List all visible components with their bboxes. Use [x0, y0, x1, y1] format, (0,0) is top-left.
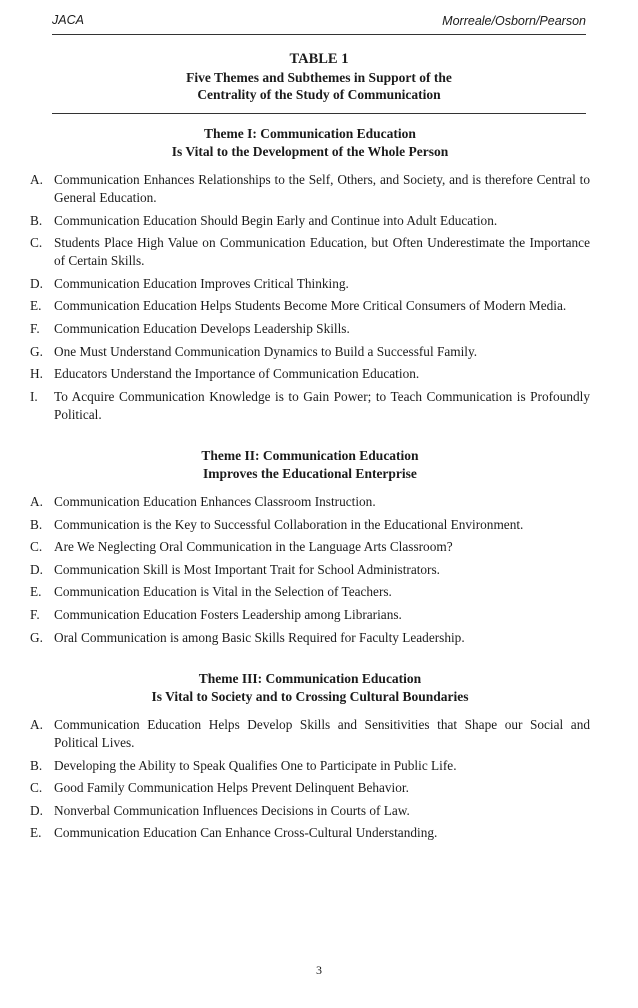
theme-heading — [30, 447, 590, 483]
subtheme-letter: A. — [30, 494, 43, 509]
table-number: TABLE 1 — [289, 51, 349, 67]
subtheme-item — [30, 538, 590, 556]
theme-heading-line-1: Theme III: Communication Education — [198, 671, 422, 686]
subtheme-item — [30, 757, 590, 775]
subtheme-item — [30, 629, 590, 647]
subtheme-text: Communication Enhances Relationships to the Self, Others, and Society, and is therefore Central to General Education. — [54, 172, 590, 205]
subtheme-list — [30, 716, 590, 842]
subtheme-item — [30, 824, 590, 842]
running-header — [52, 10, 586, 35]
subtheme-letter: B. — [30, 757, 43, 773]
theme-2-section — [30, 447, 590, 651]
subtheme-letter: A. — [30, 172, 43, 187]
subtheme-letter: E. — [30, 298, 42, 314]
subtheme-item — [30, 343, 590, 361]
subtheme-list — [30, 171, 590, 424]
subtheme-letter: D. — [30, 802, 43, 818]
subtheme-item — [30, 388, 590, 424]
subtheme-text: One Must Understand Communication Dynamics to Build a Successful Family. — [54, 343, 478, 359]
subtheme-text: Communication Education Improves Critical Thinking. — [54, 275, 349, 291]
subtheme-item — [30, 275, 590, 293]
subtheme-item — [30, 297, 590, 315]
table-title — [52, 51, 586, 104]
subtheme-letter: C. — [30, 780, 43, 796]
theme-heading-line-2: Is Vital to Society and to Crossing Cultural Boundaries — [151, 689, 469, 704]
subtheme-letter: D. — [30, 275, 43, 291]
authors-running-head: Morreale/Osborn/Pearson — [442, 14, 586, 28]
subtheme-item — [30, 171, 590, 207]
subtheme-item — [30, 320, 590, 338]
subtheme-item — [30, 516, 590, 534]
table-caption-line-1: Five Themes and Subthemes in Support of the — [186, 69, 452, 85]
subtheme-item — [30, 606, 590, 624]
title-rule — [52, 113, 586, 114]
subtheme-letter: D. — [30, 561, 43, 577]
subtheme-text: Communication Education Helps Develop Skills and Sensitivities that Shape our Social and Political Lives. — [54, 717, 590, 750]
theme-heading-line-2: Improves the Educational Enterprise — [203, 466, 417, 481]
subtheme-text: Developing the Ability to Speak Qualifies One to Participate in Public Life. — [54, 757, 457, 773]
subtheme-text: Good Family Communication Helps Prevent Delinquent Behavior. — [54, 780, 409, 796]
subtheme-letter: G. — [30, 343, 43, 359]
subtheme-text: Communication Education Helps Students Become More Critical Consumers of Modern Media. — [54, 298, 567, 314]
subtheme-item — [30, 234, 590, 270]
subtheme-text: To Acquire Communication Knowledge is to Gain Power; to Teach Communication is Profoundly Political. — [54, 388, 590, 422]
subtheme-letter: C. — [30, 539, 43, 555]
subtheme-text: Communication Education Fosters Leadership among Librarians. — [54, 606, 402, 622]
theme-heading — [30, 125, 590, 161]
table-caption-block — [52, 51, 586, 114]
subtheme-text: Communication Education Can Enhance Cross-Cultural Understanding. — [54, 825, 438, 841]
subtheme-text: Communication Education is Vital in the Selection of Teachers. — [54, 584, 392, 600]
subtheme-text: Communication Education Develops Leadership Skills. — [54, 320, 350, 336]
subtheme-list — [30, 493, 590, 647]
subtheme-letter: A. — [30, 717, 43, 732]
theme-heading-line-1: Theme I: Communication Education — [204, 126, 416, 141]
table-caption-line-2: Centrality of the Study of Communication — [197, 87, 441, 102]
subtheme-item — [30, 493, 590, 511]
theme-3-section — [30, 670, 590, 847]
theme-1-section — [30, 125, 590, 428]
subtheme-item — [30, 779, 590, 797]
subtheme-text: Students Place High Value on Communication Education, but Often Underestimate the Importance of Certain Skills. — [54, 235, 590, 269]
subtheme-text: Educators Understand the Importance of Communication Education. — [54, 366, 420, 382]
subtheme-letter: H. — [30, 366, 43, 382]
subtheme-letter: B. — [30, 516, 43, 532]
subtheme-letter: E. — [30, 584, 42, 600]
subtheme-text: Communication Education Should Begin Early and Continue into Adult Education. — [54, 212, 498, 228]
subtheme-item — [30, 212, 590, 230]
subtheme-letter: C. — [30, 235, 43, 251]
subtheme-letter: B. — [30, 212, 43, 228]
theme-heading-line-2: Is Vital to the Development of the Whole Person — [171, 144, 449, 159]
subtheme-letter: F. — [30, 606, 40, 622]
theme-heading — [30, 670, 590, 706]
subtheme-text: Communication Skill is Most Important Trait for School Administrators. — [54, 561, 440, 577]
subtheme-text: Nonverbal Communication Influences Decisions in Courts of Law. — [54, 802, 410, 818]
subtheme-letter: G. — [30, 629, 43, 645]
subtheme-letter: E. — [30, 825, 42, 841]
subtheme-item — [30, 802, 590, 820]
subtheme-text: Communication is the Key to Successful Collaboration in the Educational Environment. — [54, 516, 524, 532]
subtheme-letter: F. — [30, 320, 40, 336]
subtheme-text: Are We Neglecting Oral Communication in the Language Arts Classroom? — [54, 539, 453, 555]
subtheme-item — [30, 561, 590, 579]
subtheme-text: Communication Education Enhances Classroom Instruction. — [54, 494, 376, 509]
subtheme-item — [30, 365, 590, 383]
subtheme-text: Oral Communication is among Basic Skills Required for Faculty Leadership. — [54, 629, 465, 645]
theme-heading-line-1: Theme II: Communication Education — [201, 448, 419, 463]
subtheme-item — [30, 583, 590, 601]
subtheme-letter: I. — [30, 388, 38, 404]
page-number: 3 — [316, 963, 322, 977]
journal-abbreviation: JACA — [52, 13, 84, 27]
subtheme-item — [30, 716, 590, 752]
